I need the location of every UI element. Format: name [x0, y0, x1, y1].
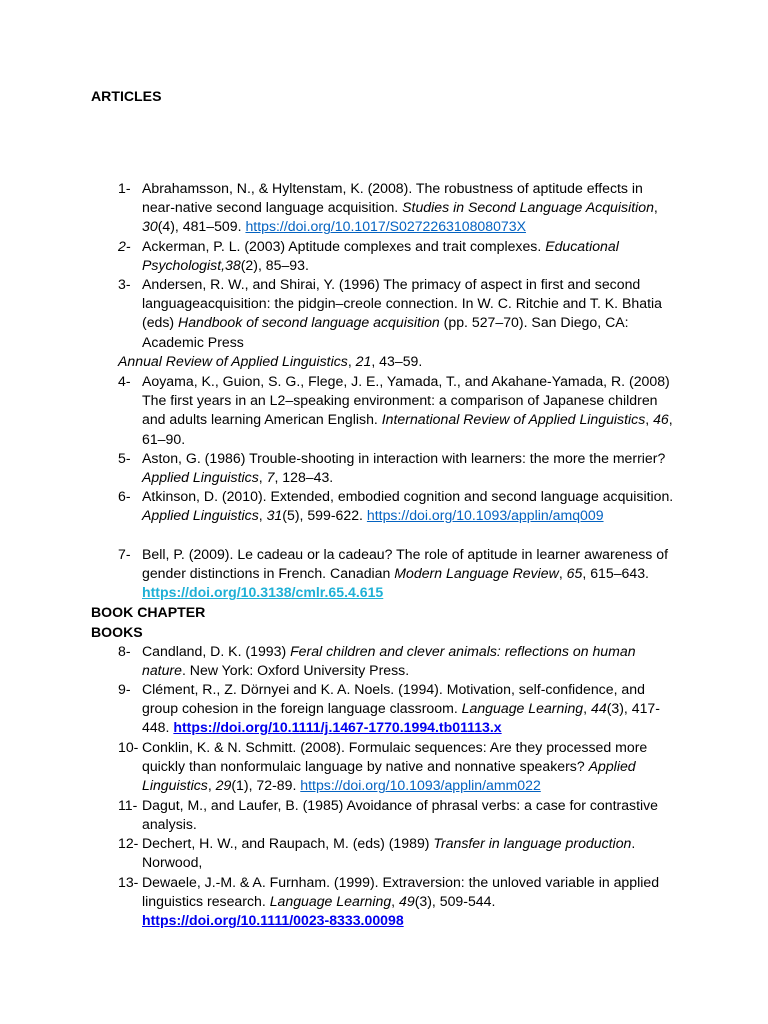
entry-text: Dagut, M., and Laufer, B. (1985) Avoidance of phrasal verbs: a case for contrastive analysis.	[142, 797, 659, 833]
entry-number: 11-	[118, 797, 138, 813]
reference-entry	[118, 487, 678, 525]
entry-text: Ackerman, P. L. (2003) Aptitude complexes and trait complexes. Educational Psychologist,38(2), 85–93.	[142, 238, 619, 274]
entry-number: 3-	[118, 276, 131, 292]
entry-number: 10-	[118, 739, 139, 755]
entry-number: 9-	[118, 681, 131, 697]
doi-link[interactable]: https://doi.org/10.1093/applin/amm022	[300, 777, 541, 794]
entry-number: 12-	[118, 835, 139, 851]
doi-link[interactable]: https://doi.org/10.1093/applin/amq009	[366, 507, 604, 524]
entry-number: 4-	[118, 373, 131, 389]
reference-entry	[118, 372, 678, 449]
reference-continuation: Annual Review of Applied Linguistics, 21, 43–59.	[118, 353, 423, 369]
reference-entry	[118, 545, 678, 603]
entry-number: 13-	[118, 874, 139, 890]
doi-link[interactable]: https://doi.org/10.3138/cmlr.65.4.615	[142, 584, 384, 601]
doi-link[interactable]: https://doi.org/10.1111/j.1467-1770.1994.tb01113.x	[173, 719, 502, 736]
entry-text: Aoyama, K., Guion, S. G., Flege, J. E., Yamada, T., and Akahane-Yamada, R. (2008) The first years in an L2–speaking environment: a comparison of Japanese children and adults learning American English. International Review of Applied Linguistics, 46, 61–90.	[142, 373, 673, 447]
reference-entry	[118, 834, 678, 872]
entry-text: Andersen, R. W., and Shirai, Y. (1996) The primacy of aspect in first and second languageacquisition: the pidgin–creole connection. In W. C. Ritchie and T. K. Bhatia (eds) Handbook of second language acquisition (pp. 527–70). San Diego, CA: Academic Press	[142, 276, 662, 350]
entry-text: Candland, D. K. (1993) Feral children and clever animals: reflections on human nature. New York: Oxford University Press.	[142, 643, 636, 679]
entry-number: 2-	[118, 238, 131, 254]
reference-entry	[118, 275, 678, 352]
entry-text: Conklin, K. & N. Schmitt. (2008). Formulaic sequences: Are they processed more quickly than nonformulaic language by native and nonnative speakers? Applied Linguistics, 29(1), 72‐89. https://doi.org/10.1093/applin/amm022	[142, 739, 648, 794]
reference-entry	[118, 179, 678, 237]
entry-text: Bell, P. (2009). Le cadeau or la cadeau? The role of aptitude in learner awareness of gender distinctions in French. Canadian Modern Language Review, 65, 615–643. https://doi.org/10.3138/cmlr.65.4.615	[142, 546, 668, 601]
entry-number: 6-	[118, 488, 131, 504]
entry-text: Dewaele, J.‐M. & A. Furnham. (1999). Extraversion: the unloved variable in applied linguistics research. Language Learning, 49(3), 509‐544. https://doi.org/10.1111/0023-8333.00098	[142, 874, 660, 929]
reference-entry	[118, 449, 678, 487]
reference-entry	[118, 237, 678, 275]
reference-entry	[118, 738, 678, 796]
reference-entry	[118, 796, 678, 834]
entry-text: Abrahamsson, N., & Hyltenstam, K. (2008). The robustness of aptitude effects in near-native second language acquisition. Studies in Second Language Acquisition, 30(4), 481–509. https://doi.org/10.1017/S027226310808073X	[142, 180, 658, 235]
entry-text: Aston, G. (1986) Trouble-shooting in interaction with learners: the more the merrier? Applied Linguistics, 7, 128–43.	[142, 450, 666, 486]
articles-heading: ARTICLES	[91, 88, 162, 104]
books-heading: BOOKS	[91, 624, 143, 640]
book-chapter-heading: BOOK CHAPTER	[91, 604, 206, 620]
entry-text: Clément, R., Z. Dörnyei and K. A. Noels. (1994). Motivation, self‐confidence, and group cohesion in the foreign language classroom. Language Learning, 44(3), 417‐448. https://doi.org/10.1111/j.1467-1770.1994.tb01113.x	[142, 681, 660, 736]
entry-text: Dechert, H. W., and Raupach, M. (eds) (1989) Transfer in language production. Norwood,	[142, 835, 636, 871]
entry-number: 1-	[118, 180, 131, 196]
reference-entry	[118, 642, 678, 680]
entry-number: 5-	[118, 450, 131, 466]
doi-link[interactable]: https://doi.org/10.1017/S027226310808073X	[245, 218, 526, 235]
reference-entry	[118, 680, 678, 738]
entry-number: 7-	[118, 546, 131, 562]
entry-text: Atkinson, D. (2010). Extended, embodied cognition and second language acquisition. Applied Linguistics, 31(5), 599-622. https://doi.org/10.1093/applin/amq009	[142, 488, 674, 524]
reference-entry	[118, 873, 678, 931]
entry-number: 8-	[118, 643, 131, 659]
doi-link[interactable]: https://doi.org/10.1111/0023-8333.00098	[142, 912, 404, 929]
